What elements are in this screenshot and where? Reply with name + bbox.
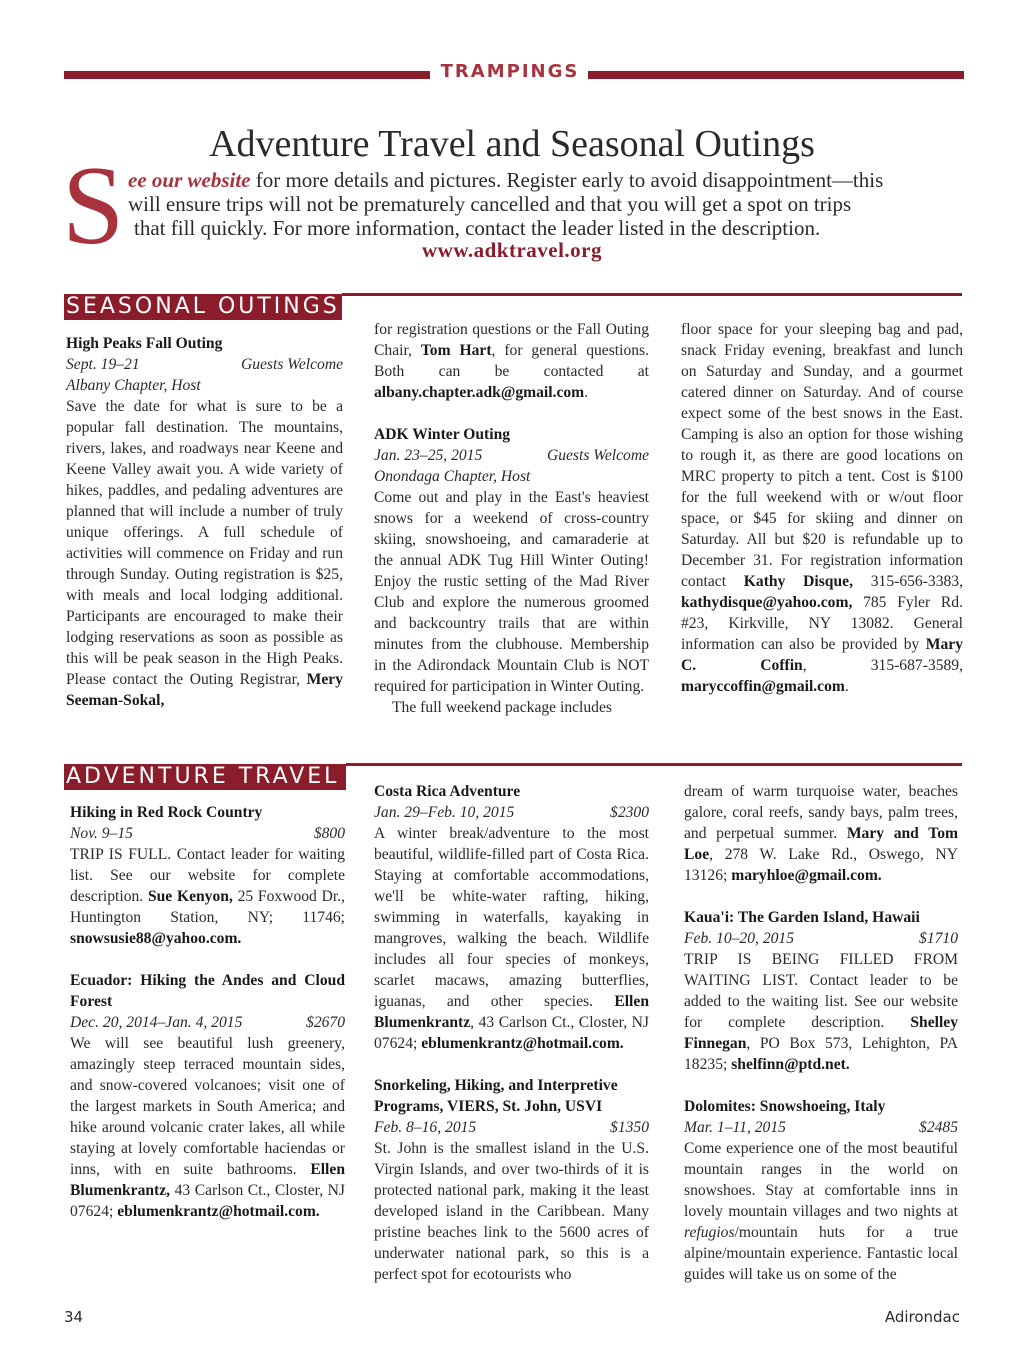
drop-cap: S xyxy=(62,144,125,268)
outing-title: ADK Winter Outing xyxy=(374,426,511,443)
trip-body-cont: dream of warm turquoise water, beaches galore, coral reefs, sandy bays, palm trees, and perpetual summer. Mary and Tom Loe, 278 W. Lake Rd., Oswego, NY 13126; maryhloe@gmail.com. xyxy=(684,783,958,884)
trip-title: Ecuador: Hiking the Andes and Cloud Forest xyxy=(70,972,345,1010)
trip-meta: Feb. 10–20, 2015 $1710 xyxy=(684,930,958,947)
intro-line-1: ee our website for more details and pictures. Register early to avoid disappointment—this xyxy=(128,168,884,192)
outing-body-2: The full weekend package includes xyxy=(392,699,612,716)
website-link[interactable]: ee our website xyxy=(128,168,251,192)
trip-body: TRIP IS FULL. Contact leader for waiting list. See our website for complete description. Sue Kenyon, 25 Foxwood Dr., Huntington Station, NY; 11746; snowsusie88@yahoo.com. xyxy=(70,846,345,947)
trip-meta: Feb. 8–16, 2015 $1350 xyxy=(374,1119,649,1136)
page-number: 34 xyxy=(64,1308,84,1326)
trip-title: Snorkeling, Hiking, and Interpretive Programs, VIERS, St. John, USVI xyxy=(374,1077,618,1115)
website-url[interactable]: www.adktravel.org xyxy=(422,238,602,262)
banner-rule-right xyxy=(588,71,964,79)
trip-title: Costa Rica Adventure xyxy=(374,783,521,800)
trip-meta: Mar. 1–11, 2015 $2485 xyxy=(684,1119,958,1136)
outing-meta: Sept. 19–21 Guests Welcome xyxy=(66,356,343,373)
trip-body: We will see beautiful lush greenery, amazingly steep terraced mountain sides, and snow-covered volcanoes; visit one of the largest markets in South America; and hike around volcanic crater lakes, all while staying at lovely comfortable haciendas or inns, with en suite bathrooms. Ellen Blumenkrantz, 43 Carlson Ct., Closter, NJ 07624; eblumenkrantz@hotmail.com. xyxy=(70,1035,345,1220)
adventure-rule xyxy=(346,763,962,766)
seasonal-col-3 xyxy=(681,319,963,697)
trip-title: Dolomites: Snowshoeing, Italy xyxy=(684,1098,886,1115)
outing-body-cont: floor space for your sleeping bag and pad, snack Friday evening, breakfast and lunch on Saturday and Sunday, and a gourmet catered dinner on Saturday. And of course expect some of the best snows in the East. Camping is also an option for those wishing to rough it, as there are good locations on MRC property to pitch a tent. Cost is $100 for the full weekend with or w/out floor space, or $45 for skiing and dinner on Saturday. All but $20 is refundable up to December 31. For registration information contact Kathy Disque, 315-656-3383, kathydisque@yahoo.com, 785 Fyler Rd. #23, Kirkville, NY 13082. General information can also be provided by Mary C. Coffin, 315-687-3589, maryccoffin@gmail.com. xyxy=(681,321,964,695)
section-label: TRAMPINGS xyxy=(440,61,580,82)
outing-title: High Peaks Fall Outing xyxy=(66,335,223,352)
trip-meta: Jan. 29–Feb. 10, 2015 $2300 xyxy=(374,804,649,821)
trip-meta: Dec. 20, 2014–Jan. 4, 2015 $2670 xyxy=(70,1014,345,1031)
trip-body: TRIP IS BEING FILLED FROM WAITING LIST. Contact leader to be added to the waiting list. See our website for complete description. Shelley Finnegan, PO Box 573, Lehighton, PA 18235; shelfinn@ptd.net. xyxy=(684,951,958,1073)
seasonal-rule xyxy=(342,293,962,296)
intro-line-3: that fill quickly. For more information, contact the leader listed in the description. xyxy=(134,216,821,240)
outing-body: Save the date for what is sure to be a popular fall destination. The mountains, rivers, lakes, and roadways near Keene and Keene Valley await you. A wide variety of hikes, paddles, and pedaling adventures are planned that will include a number of truly unique offerings. A full schedule of activities will commence on Friday and run through Sunday. Outing registration is $25, with meals and local lodging additional. Participants are encouraged to make their lodging reservations as soon as possible as this will be peak season in the High Peaks. Please contact the Outing Registrar, Mery Seeman-Sokal, xyxy=(66,398,343,709)
section-banner xyxy=(64,61,964,82)
page-title: Adventure Travel and Seasonal Outings xyxy=(209,123,815,165)
seasonal-col-1 xyxy=(66,333,343,711)
trip-meta: Nov. 9–15 $800 xyxy=(70,825,345,842)
trip-title: Kaua'i: The Garden Island, Hawaii xyxy=(684,909,920,926)
trip-title: Hiking in Red Rock Country xyxy=(70,804,263,821)
trip-body: A winter break/adventure to the most beautiful, wildlife-filled part of Costa Rica. Staying at comfortable accommodations, we'll be white-water rafting, hiking, swimming in waterfalls, kayaking in mangroves, walking the beach. Wildlife includes all four species of monkeys, scarlet macaws, amazing butterflies, iguanas, and other species. Ellen Blumenkrantz, 43 Carlson Ct., Closter, NJ 07624; eblumenkrantz@hotmail.com. xyxy=(374,825,649,1052)
trip-body: St. John is the smallest island in the U.S. Virgin Islands, and over two-thirds of it is protected national park, making it the least developed island in the Caribbean. Many pristine beaches link to the 5600 acres of underwater national park, so this is a perfect spot for ecotourists who xyxy=(374,1140,649,1283)
seasonal-col-2 xyxy=(374,319,649,718)
outing-body-cont: for registration questions or the Fall Outing Chair, Tom Hart, for general questions. Both can be contacted at albany.chapter.adk@gmail.com. xyxy=(374,321,649,401)
intro-line-2: will ensure trips will not be prematurely cancelled and that you will get a spot on trips xyxy=(128,192,852,216)
trip-body: Come experience one of the most beautiful mountain ranges in the world on snowshoes. Stay at comfortable inns in lovely mountain villages and two nights at refugios/mountain huts for a true alpine/mountain experience. Fantastic local guides will take us on some of the xyxy=(684,1140,958,1283)
publication-name: Adirondac xyxy=(884,1308,960,1326)
outing-body: Come out and play in the East's heaviest snows for a weekend of cross-country skiing, snowshoeing, and camaraderie at the annual ADK Tug Hill Winter Outing! Enjoy the rustic setting of the Mad River Club and explore the numerous groomed and backcountry trails that are within minutes from the clubhouse. Membership in the Adirondack Mountain Club is NOT required for participation in Winter Outing. xyxy=(374,489,649,695)
outing-meta: Jan. 23–25, 2015 Guests Welcome xyxy=(374,447,649,464)
adventure-col-2 xyxy=(374,781,649,1285)
banner-rule-left xyxy=(64,71,430,79)
seasonal-outings-heading: SEASONAL OUTINGS xyxy=(64,294,342,320)
outing-host: Onondaga Chapter, Host xyxy=(374,468,531,485)
adventure-col-1 xyxy=(70,802,345,1222)
adventure-col-3 xyxy=(684,781,958,1285)
outing-host: Albany Chapter, Host xyxy=(66,377,201,394)
adventure-travel-heading: ADVENTURE TRAVEL xyxy=(64,764,346,790)
